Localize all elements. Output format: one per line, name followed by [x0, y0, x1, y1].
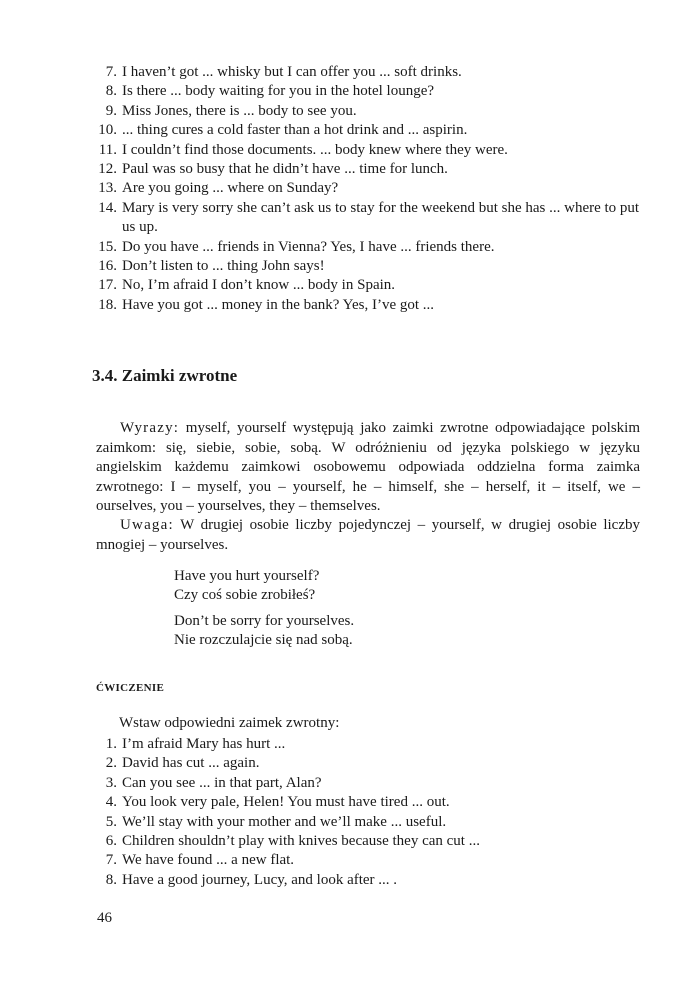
item-text: I’m afraid Mary has hurt ... — [122, 736, 286, 752]
item-text: ... thing cures a cold faster than a hot drink and ... aspirin. — [122, 122, 468, 139]
list-item — [86, 754, 646, 773]
item-number: 9. — [105, 102, 117, 119]
item-text: Are you going ... where on Sunday? — [122, 180, 339, 197]
list-item — [86, 871, 646, 890]
item-text: I couldn’t find those documents. ... body knew where they were. — [122, 141, 508, 158]
item-text: Don’t listen to ... thing John says! — [122, 258, 325, 275]
item-number: 2. — [105, 755, 117, 772]
item-number: 7. — [105, 64, 117, 80]
list-item — [86, 63, 646, 82]
item-number: 14. — [98, 199, 117, 216]
item-number: 8. — [105, 83, 117, 100]
item-number: 17. — [98, 277, 117, 294]
item-number: 10. — [98, 122, 117, 139]
list-item — [86, 238, 646, 257]
item-text: Children shouldn’t play with knives because they can cut ... — [122, 833, 480, 850]
item-number: 6. — [105, 833, 117, 850]
item-text: I haven’t got ... whisky but I can offer you ... soft drinks. — [122, 64, 462, 80]
list-item — [86, 774, 646, 793]
note-body: W drugiej osobie liczby pojedynczej – yourself, w drugiej osobie liczby mnogiej – yourselves. — [96, 517, 640, 553]
example-polish: Czy coś sobie zrobiłeś? — [174, 587, 316, 604]
paragraph-note — [96, 516, 640, 555]
list-item — [86, 832, 646, 851]
item-text: You look very pale, Helen! You must have tired ... out. — [122, 794, 450, 811]
item-number: 8. — [105, 871, 117, 888]
exercise-label: ĆWICZENIE — [96, 682, 165, 694]
item-text: No, I’m afraid I don’t know ... body in Spain. — [122, 277, 396, 294]
list-item — [86, 735, 646, 754]
example-block — [174, 612, 354, 651]
example-english: Have you hurt yourself? — [174, 568, 320, 584]
item-number: 7. — [105, 852, 117, 869]
item-text: Is there ... body waiting for you in the hotel lounge? — [122, 83, 435, 100]
list-item — [86, 160, 646, 179]
list-item — [86, 199, 646, 238]
item-text: Have you got ... money in the bank? Yes, I’ve got ... — [122, 296, 435, 313]
item-number: 15. — [98, 238, 117, 255]
list-item — [86, 793, 646, 812]
item-number: 4. — [105, 794, 117, 811]
item-text: Do you have ... friends in Vienna? Yes, I have ... friends there. — [122, 238, 495, 255]
item-text: David has cut ... again. — [122, 755, 260, 772]
item-number: 12. — [98, 161, 117, 178]
paragraph-lead: Wyrazy: — [120, 420, 180, 436]
list-item — [86, 102, 646, 121]
list-item — [86, 296, 646, 315]
list-item — [86, 121, 646, 140]
paragraph-body: myself, yourself występują jako zaimki zwrotne odpowiadające polskim zaimkom: się, siebie, sobie, sobą. W odróżnieniu od języka polskiego w języku angielskim każdemu zaimkowi osobowemu odpowiada oddzielna forma zaimka zwrotnego: I – myself, you – yourself, he – himself, she – herself, it – itself, we – ourselves, you – yourselves, they – themselves. — [96, 420, 640, 515]
item-number: 11. — [98, 141, 117, 158]
list-item — [86, 851, 646, 870]
exercise-list-reflexive — [86, 735, 646, 890]
note-lead: Uwaga: — [120, 517, 174, 533]
paragraph-reflexive-intro — [96, 419, 640, 517]
section-heading: 3.4. Zaimki zwrotne — [92, 366, 238, 385]
item-text: We’ll stay with your mother and we’ll make ... useful. — [122, 813, 447, 830]
list-item — [86, 813, 646, 832]
item-number: 16. — [98, 258, 117, 275]
item-text: We have found ... a new flat. — [122, 852, 295, 869]
example-polish: Nie rozczulajcie się nad sobą. — [174, 632, 353, 649]
example-english: Don’t be sorry for yourselves. — [174, 613, 355, 629]
list-item — [86, 141, 646, 160]
example-block — [174, 567, 319, 606]
list-item — [86, 179, 646, 198]
item-text: Can you see ... in that part, Alan? — [122, 774, 322, 791]
exercise-list-continued — [86, 63, 646, 315]
list-item — [86, 257, 646, 276]
item-number: 18. — [98, 296, 117, 313]
item-number: 5. — [105, 813, 117, 830]
list-item — [86, 276, 646, 295]
item-text: Mary is very sorry she can’t ask us to stay for the weekend but she has ... where to put us up. — [122, 199, 640, 236]
item-number: 1. — [105, 736, 117, 752]
item-number: 3. — [105, 774, 117, 791]
list-item — [86, 82, 646, 101]
exercise-instruction: Wstaw odpowiedni zaimek zwrotny: — [119, 715, 340, 731]
page-number: 46 — [97, 910, 112, 926]
item-text: Miss Jones, there is ... body to see you. — [122, 102, 357, 119]
item-text: Have a good journey, Lucy, and look after ... . — [122, 871, 398, 888]
item-text: Paul was so busy that he didn’t have ... time for lunch. — [122, 161, 448, 178]
item-number: 13. — [98, 180, 117, 197]
